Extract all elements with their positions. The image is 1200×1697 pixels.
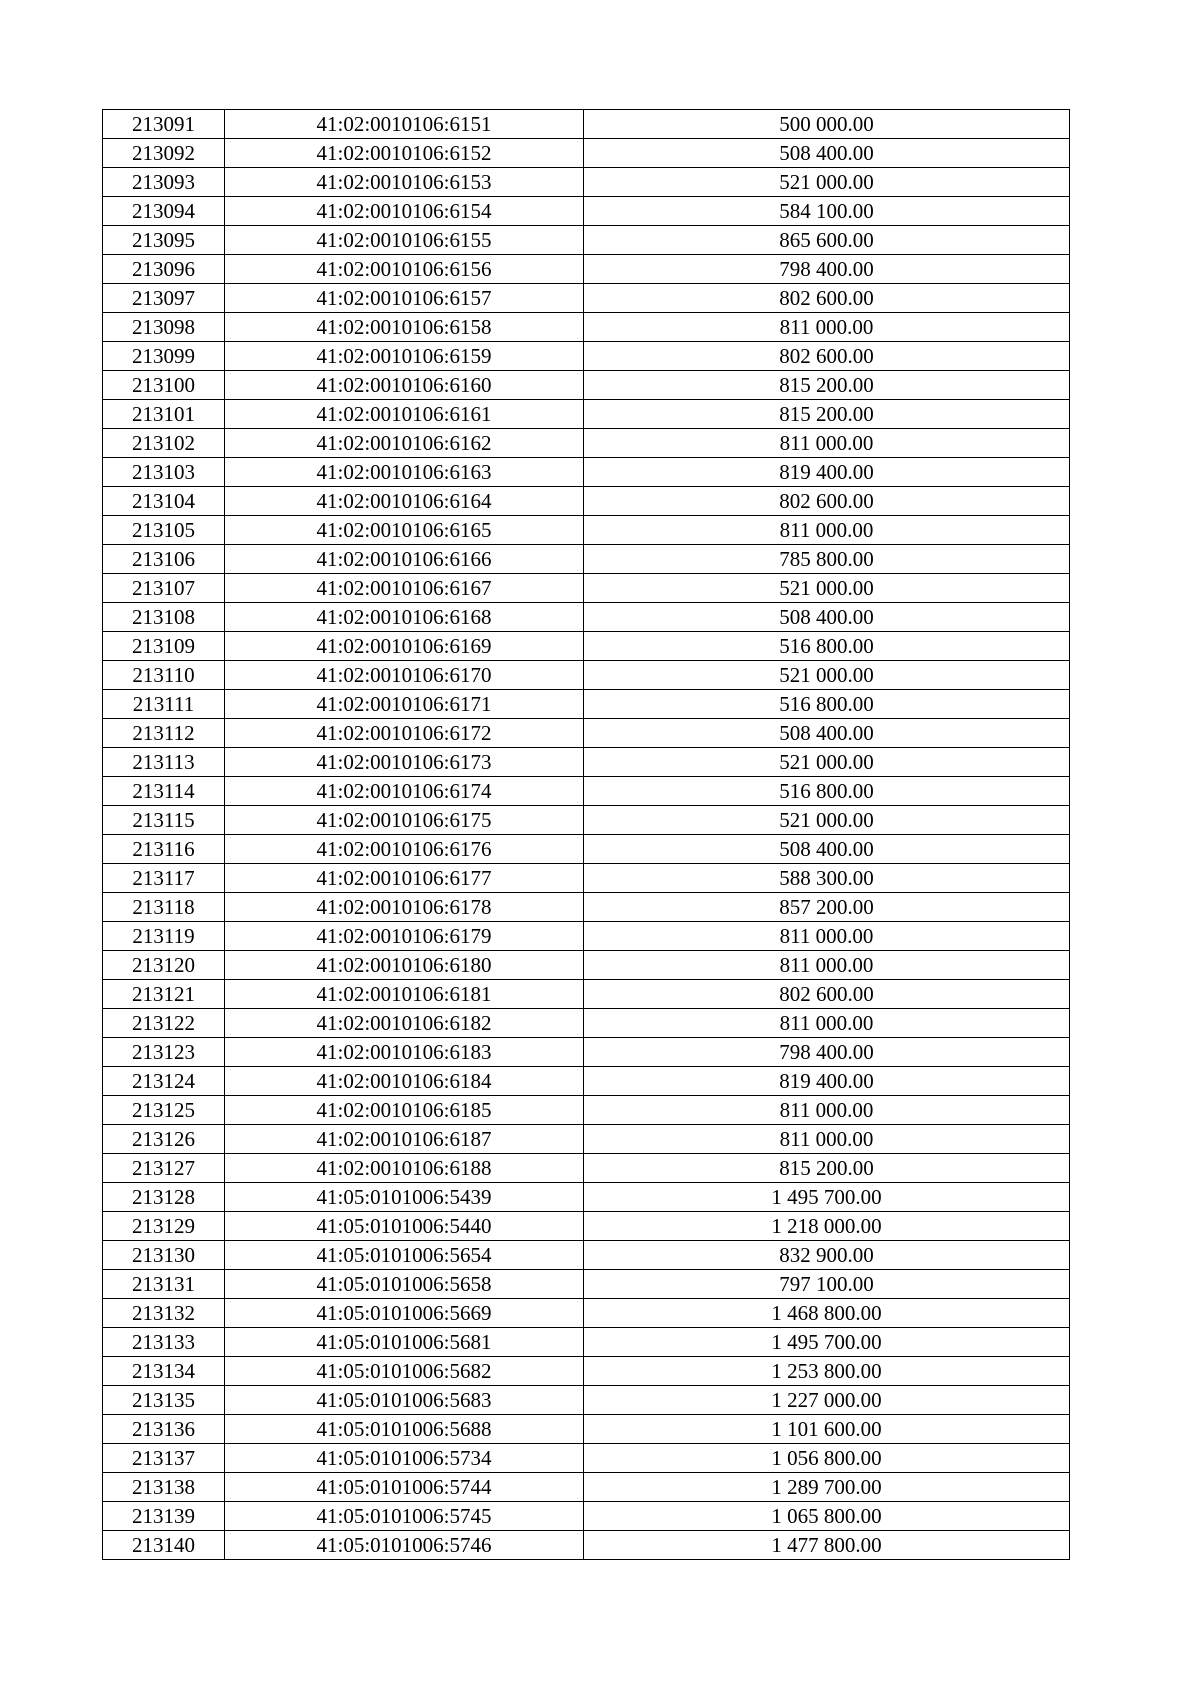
table-row: [103, 313, 1070, 342]
row-number-cell: 213130: [103, 1241, 225, 1270]
row-number-cell: 213120: [103, 951, 225, 980]
row-number-cell: 213133: [103, 1328, 225, 1357]
cadastral-value-cell: 811 000.00: [584, 313, 1070, 342]
table-row: [103, 1444, 1070, 1473]
table-row: [103, 777, 1070, 806]
row-number-cell: 213102: [103, 429, 225, 458]
table-row: [103, 168, 1070, 197]
cadastral-number-cell: 41:05:0101006:5683: [225, 1386, 584, 1415]
cadastral-value-cell: 802 600.00: [584, 487, 1070, 516]
table-row: [103, 690, 1070, 719]
cadastral-value-cell: 1 495 700.00: [584, 1328, 1070, 1357]
row-number-cell: 213132: [103, 1299, 225, 1328]
cadastral-value-cell: 802 600.00: [584, 980, 1070, 1009]
table-row: [103, 342, 1070, 371]
table-row: [103, 806, 1070, 835]
row-number-cell: 213108: [103, 603, 225, 632]
cadastral-value-cell: 521 000.00: [584, 574, 1070, 603]
row-number-cell: 213096: [103, 255, 225, 284]
cadastral-number-cell: 41:02:0010106:6162: [225, 429, 584, 458]
cadastral-value-cell: 1 056 800.00: [584, 1444, 1070, 1473]
row-number-cell: 213129: [103, 1212, 225, 1241]
cadastral-number-cell: 41:02:0010106:6171: [225, 690, 584, 719]
cadastral-value-cell: 802 600.00: [584, 284, 1070, 313]
cadastral-value-cell: 811 000.00: [584, 1125, 1070, 1154]
cadastral-number-cell: 41:05:0101006:5688: [225, 1415, 584, 1444]
row-number-cell: 213100: [103, 371, 225, 400]
table-row: [103, 197, 1070, 226]
cadastral-value-cell: 811 000.00: [584, 1096, 1070, 1125]
cadastral-value-cell: 588 300.00: [584, 864, 1070, 893]
cadastral-value-cell: 508 400.00: [584, 719, 1070, 748]
cadastral-value-cell: 500 000.00: [584, 110, 1070, 139]
table-row: [103, 893, 1070, 922]
cadastral-value-cell: 508 400.00: [584, 835, 1070, 864]
table-row: [103, 429, 1070, 458]
row-number-cell: 213122: [103, 1009, 225, 1038]
table-row: [103, 545, 1070, 574]
cadastral-value-cell: 785 800.00: [584, 545, 1070, 574]
cadastral-number-cell: 41:02:0010106:6178: [225, 893, 584, 922]
cadastral-number-cell: 41:05:0101006:5734: [225, 1444, 584, 1473]
table-row: [103, 1096, 1070, 1125]
cadastral-value-cell: 516 800.00: [584, 777, 1070, 806]
cadastral-number-cell: 41:02:0010106:6176: [225, 835, 584, 864]
cadastral-value-cell: 521 000.00: [584, 748, 1070, 777]
cadastral-number-cell: 41:05:0101006:5440: [225, 1212, 584, 1241]
cadastral-number-cell: 41:02:0010106:6175: [225, 806, 584, 835]
cadastral-value-cell: 584 100.00: [584, 197, 1070, 226]
row-number-cell: 213095: [103, 226, 225, 255]
cadastral-value-cell: 508 400.00: [584, 139, 1070, 168]
cadastral-number-cell: 41:02:0010106:6160: [225, 371, 584, 400]
table-row: [103, 1212, 1070, 1241]
table-row: [103, 1502, 1070, 1531]
table-row: [103, 1009, 1070, 1038]
row-number-cell: 213136: [103, 1415, 225, 1444]
row-number-cell: 213123: [103, 1038, 225, 1067]
cadastral-value-cell: 815 200.00: [584, 1154, 1070, 1183]
table-row: [103, 632, 1070, 661]
row-number-cell: 213097: [103, 284, 225, 313]
table-row: [103, 284, 1070, 313]
table-row: [103, 487, 1070, 516]
table-row: [103, 1154, 1070, 1183]
cadastral-value-cell: 797 100.00: [584, 1270, 1070, 1299]
cadastral-number-cell: 41:02:0010106:6183: [225, 1038, 584, 1067]
cadastral-value-cell: 521 000.00: [584, 168, 1070, 197]
row-number-cell: 213117: [103, 864, 225, 893]
row-number-cell: 213139: [103, 1502, 225, 1531]
cadastral-value-cell: 1 477 800.00: [584, 1531, 1070, 1560]
cadastral-value-cell: 811 000.00: [584, 429, 1070, 458]
cadastral-number-cell: 41:02:0010106:6164: [225, 487, 584, 516]
cadastral-number-cell: 41:02:0010106:6157: [225, 284, 584, 313]
cadastral-number-cell: 41:05:0101006:5744: [225, 1473, 584, 1502]
row-number-cell: 213124: [103, 1067, 225, 1096]
cadastral-value-cell: 508 400.00: [584, 603, 1070, 632]
cadastral-number-cell: 41:05:0101006:5745: [225, 1502, 584, 1531]
row-number-cell: 213113: [103, 748, 225, 777]
row-number-cell: 213111: [103, 690, 225, 719]
cadastral-value-cell: 1 065 800.00: [584, 1502, 1070, 1531]
table-row: [103, 110, 1070, 139]
row-number-cell: 213127: [103, 1154, 225, 1183]
table-row: [103, 1270, 1070, 1299]
table-row: [103, 1328, 1070, 1357]
table-row: [103, 516, 1070, 545]
table-row: [103, 980, 1070, 1009]
table-row: [103, 835, 1070, 864]
table-row: [103, 226, 1070, 255]
cadastral-value-cell: 1 101 600.00: [584, 1415, 1070, 1444]
cadastral-number-cell: 41:02:0010106:6169: [225, 632, 584, 661]
row-number-cell: 213091: [103, 110, 225, 139]
cadastral-value-cell: 1 289 700.00: [584, 1473, 1070, 1502]
table-row: [103, 864, 1070, 893]
cadastral-value-cell: 1 218 000.00: [584, 1212, 1070, 1241]
row-number-cell: 213115: [103, 806, 225, 835]
cadastral-number-cell: 41:02:0010106:6180: [225, 951, 584, 980]
table-row: [103, 1357, 1070, 1386]
table-row: [103, 400, 1070, 429]
cadastral-number-cell: 41:02:0010106:6182: [225, 1009, 584, 1038]
row-number-cell: 213103: [103, 458, 225, 487]
cadastral-number-cell: 41:02:0010106:6154: [225, 197, 584, 226]
table-row: [103, 1241, 1070, 1270]
row-number-cell: 213114: [103, 777, 225, 806]
row-number-cell: 213134: [103, 1357, 225, 1386]
cadastral-number-cell: 41:05:0101006:5681: [225, 1328, 584, 1357]
table-row: [103, 748, 1070, 777]
cadastral-number-cell: 41:02:0010106:6170: [225, 661, 584, 690]
row-number-cell: 213105: [103, 516, 225, 545]
cadastral-value-cell: 819 400.00: [584, 458, 1070, 487]
row-number-cell: 213098: [103, 313, 225, 342]
cadastral-value-cell: 802 600.00: [584, 342, 1070, 371]
cadastral-value-cell: 516 800.00: [584, 690, 1070, 719]
row-number-cell: 213140: [103, 1531, 225, 1560]
table-row: [103, 371, 1070, 400]
cadastral-value-cell: 521 000.00: [584, 661, 1070, 690]
cadastral-value-cell: 811 000.00: [584, 1009, 1070, 1038]
cadastral-value-cell: 815 200.00: [584, 400, 1070, 429]
row-number-cell: 213128: [103, 1183, 225, 1212]
table-row: [103, 1415, 1070, 1444]
row-number-cell: 213135: [103, 1386, 225, 1415]
row-number-cell: 213137: [103, 1444, 225, 1473]
table-row: [103, 1067, 1070, 1096]
cadastral-number-cell: 41:02:0010106:6165: [225, 516, 584, 545]
table-body: [103, 110, 1070, 1560]
cadastral-value-cell: 857 200.00: [584, 893, 1070, 922]
cadastral-number-cell: 41:02:0010106:6163: [225, 458, 584, 487]
row-number-cell: 213099: [103, 342, 225, 371]
table-row: [103, 1299, 1070, 1328]
cadastral-value-cell: 516 800.00: [584, 632, 1070, 661]
row-number-cell: 213131: [103, 1270, 225, 1299]
cadastral-value-table: [102, 109, 1070, 1560]
table-row: [103, 922, 1070, 951]
cadastral-number-cell: 41:02:0010106:6151: [225, 110, 584, 139]
row-number-cell: 213118: [103, 893, 225, 922]
cadastral-number-cell: 41:02:0010106:6156: [225, 255, 584, 284]
cadastral-number-cell: 41:02:0010106:6185: [225, 1096, 584, 1125]
cadastral-number-cell: 41:02:0010106:6187: [225, 1125, 584, 1154]
table-row: [103, 951, 1070, 980]
cadastral-value-cell: 832 900.00: [584, 1241, 1070, 1270]
cadastral-value-cell: 815 200.00: [584, 371, 1070, 400]
cadastral-value-cell: 819 400.00: [584, 1067, 1070, 1096]
table-row: [103, 1386, 1070, 1415]
row-number-cell: 213110: [103, 661, 225, 690]
row-number-cell: 213104: [103, 487, 225, 516]
row-number-cell: 213138: [103, 1473, 225, 1502]
cadastral-value-cell: 811 000.00: [584, 516, 1070, 545]
table-row: [103, 139, 1070, 168]
table-row: [103, 1125, 1070, 1154]
cadastral-number-cell: 41:05:0101006:5682: [225, 1357, 584, 1386]
cadastral-number-cell: 41:02:0010106:6172: [225, 719, 584, 748]
cadastral-value-cell: 1 227 000.00: [584, 1386, 1070, 1415]
table-row: [103, 255, 1070, 284]
row-number-cell: 213121: [103, 980, 225, 1009]
cadastral-number-cell: 41:02:0010106:6166: [225, 545, 584, 574]
cadastral-number-cell: 41:02:0010106:6179: [225, 922, 584, 951]
row-number-cell: 213125: [103, 1096, 225, 1125]
row-number-cell: 213094: [103, 197, 225, 226]
row-number-cell: 213093: [103, 168, 225, 197]
table-row: [103, 1183, 1070, 1212]
table-row: [103, 719, 1070, 748]
cadastral-value-cell: 1 495 700.00: [584, 1183, 1070, 1212]
row-number-cell: 213119: [103, 922, 225, 951]
table-row: [103, 1531, 1070, 1560]
cadastral-value-cell: 521 000.00: [584, 806, 1070, 835]
table-row: [103, 1473, 1070, 1502]
cadastral-value-cell: 1 253 800.00: [584, 1357, 1070, 1386]
table-row: [103, 603, 1070, 632]
row-number-cell: 213109: [103, 632, 225, 661]
cadastral-number-cell: 41:05:0101006:5654: [225, 1241, 584, 1270]
cadastral-number-cell: 41:02:0010106:6181: [225, 980, 584, 1009]
cadastral-value-cell: 811 000.00: [584, 922, 1070, 951]
cadastral-number-cell: 41:05:0101006:5746: [225, 1531, 584, 1560]
cadastral-number-cell: 41:05:0101006:5669: [225, 1299, 584, 1328]
row-number-cell: 213112: [103, 719, 225, 748]
row-number-cell: 213101: [103, 400, 225, 429]
row-number-cell: 213092: [103, 139, 225, 168]
cadastral-value-cell: 865 600.00: [584, 226, 1070, 255]
cadastral-number-cell: 41:02:0010106:6168: [225, 603, 584, 632]
cadastral-number-cell: 41:02:0010106:6173: [225, 748, 584, 777]
cadastral-number-cell: 41:02:0010106:6184: [225, 1067, 584, 1096]
cadastral-number-cell: 41:05:0101006:5658: [225, 1270, 584, 1299]
cadastral-number-cell: 41:02:0010106:6153: [225, 168, 584, 197]
table-row: [103, 458, 1070, 487]
cadastral-number-cell: 41:05:0101006:5439: [225, 1183, 584, 1212]
row-number-cell: 213126: [103, 1125, 225, 1154]
cadastral-number-cell: 41:02:0010106:6174: [225, 777, 584, 806]
cadastral-value-cell: 811 000.00: [584, 951, 1070, 980]
cadastral-number-cell: 41:02:0010106:6158: [225, 313, 584, 342]
cadastral-value-cell: 798 400.00: [584, 1038, 1070, 1067]
row-number-cell: 213107: [103, 574, 225, 603]
cadastral-number-cell: 41:02:0010106:6188: [225, 1154, 584, 1183]
cadastral-value-cell: 798 400.00: [584, 255, 1070, 284]
table-row: [103, 574, 1070, 603]
cadastral-number-cell: 41:02:0010106:6167: [225, 574, 584, 603]
table-row: [103, 661, 1070, 690]
cadastral-number-cell: 41:02:0010106:6177: [225, 864, 584, 893]
row-number-cell: 213106: [103, 545, 225, 574]
cadastral-number-cell: 41:02:0010106:6152: [225, 139, 584, 168]
row-number-cell: 213116: [103, 835, 225, 864]
cadastral-number-cell: 41:02:0010106:6159: [225, 342, 584, 371]
table-row: [103, 1038, 1070, 1067]
cadastral-value-cell: 1 468 800.00: [584, 1299, 1070, 1328]
cadastral-number-cell: 41:02:0010106:6161: [225, 400, 584, 429]
cadastral-number-cell: 41:02:0010106:6155: [225, 226, 584, 255]
